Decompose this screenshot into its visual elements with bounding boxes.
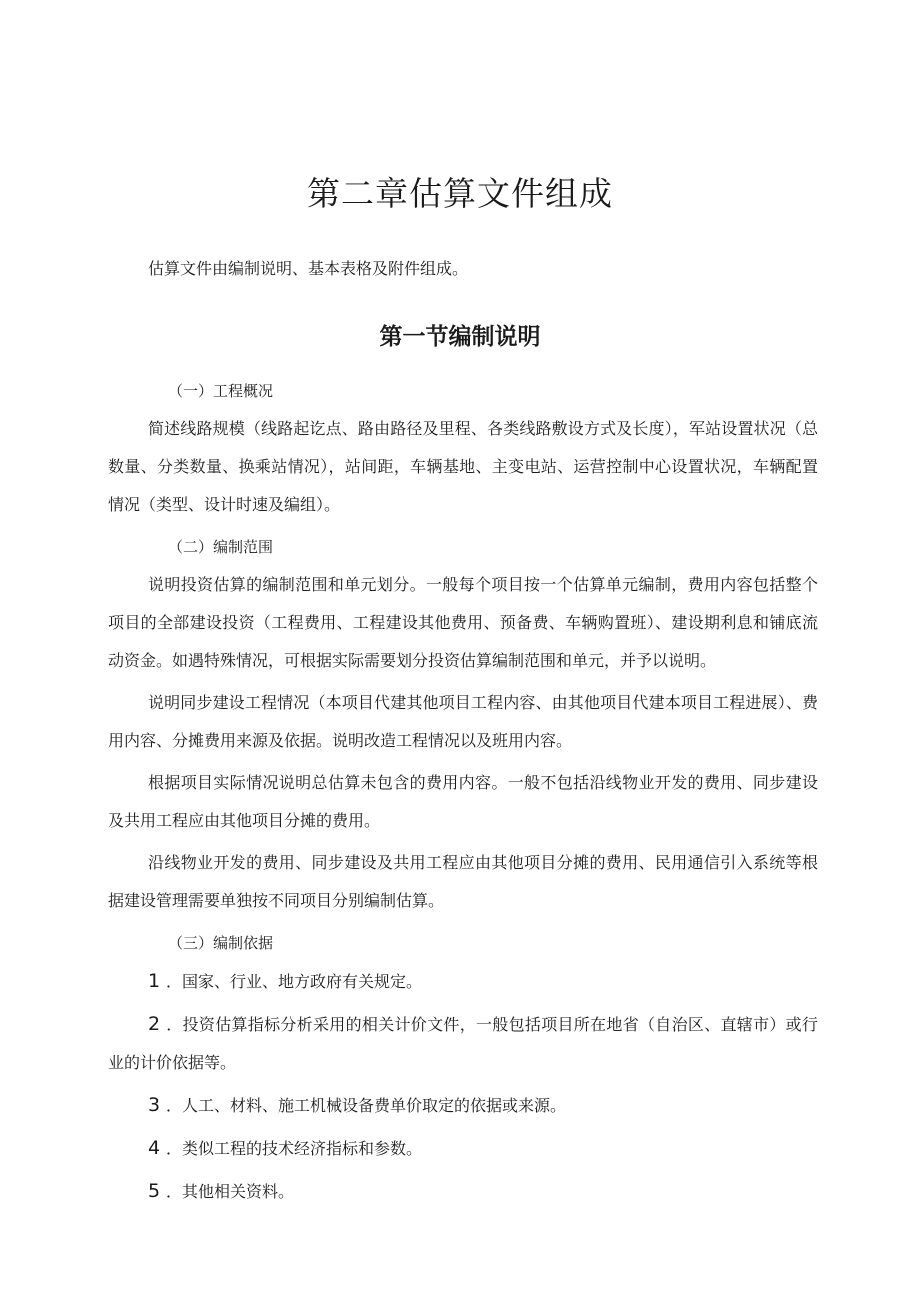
intro-paragraph: 估算文件由编制说明、基本表格及附件组成。 (148, 259, 469, 278)
list-item (148, 1086, 818, 1125)
section-body (108, 372, 818, 1211)
paragraph: 沿线物业开发的费用、同步建设及共用工程应由其他项目分摊的费用、民用通信引入系统等根据建设管理需要单独按不同项目分别编制估算。 (108, 853, 818, 910)
paragraph: 说明同步建设工程情况（本项目代建其他项目工程内容、由其他项目代建本项目工程进展）、费用内容、分摊费用来源及依据。说明改造工程情况以及班用内容。 (108, 693, 818, 750)
list-item-number: 2 (148, 1013, 161, 1035)
list-item-number: 5 (148, 1180, 161, 1202)
list-item-number: 4 (148, 1137, 161, 1159)
paragraph: 说明投资估算的编制范围和单元划分。一般每个项目按一个估算单元编制，费用内容包括整个项目的全部建设投资（工程费用、工程建设其他费用、预备费、车辆购置班）、建设期利息和铺底流动资金。如遇特殊情况，可根据实际需要划分投资估算编制范围和单元，并予以说明。 (108, 575, 818, 670)
list-item-text: ．投资估算指标分析采用的相关计价文件，一般包括项目所在地省（自治区、直辖市）或行业的计价依据等。 (108, 1015, 818, 1072)
list-item-number: 1 (148, 970, 161, 992)
section-title: 第一节编制说明 (379, 324, 541, 350)
list-item (108, 1005, 818, 1082)
list-item-number: 3 (148, 1094, 161, 1116)
subheading-scope: （二）编制范围 (168, 538, 274, 556)
paragraph: 简述线路规模（线路起讫点、路由路径及里程、各类线路敷设方式及长度），军站设置状况（总数量、分类数量、换乘站情况），站间距，车辆基地、主变电站、运营控制中心设置状况，车辆配置情况（类型、设计时速及编组）。 (108, 419, 818, 514)
list-item-text: ．其他相关资料。 (166, 1182, 295, 1201)
list-item-text: ．类似工程的技术经济指标和参数。 (166, 1139, 423, 1158)
list-item (148, 1129, 818, 1168)
list-item-text: ．国家、行业、地方政府有关规定。 (166, 972, 423, 991)
chapter-title: 第二章估算文件组成 (307, 174, 613, 213)
subheading-overview: （一）工程概况 (168, 382, 274, 400)
list-item-text: ．人工、材料、施工机械设备费单价取定的依据或来源。 (166, 1096, 567, 1115)
list-item (148, 962, 818, 1001)
paragraph: 根据项目实际情况说明总估算未包含的费用内容。一般不包括沿线物业开发的费用、同步建设及共用工程应由其他项目分摊的费用。 (108, 773, 818, 830)
subheading-basis: （三）编制依据 (168, 934, 274, 952)
list-item (148, 1172, 818, 1211)
